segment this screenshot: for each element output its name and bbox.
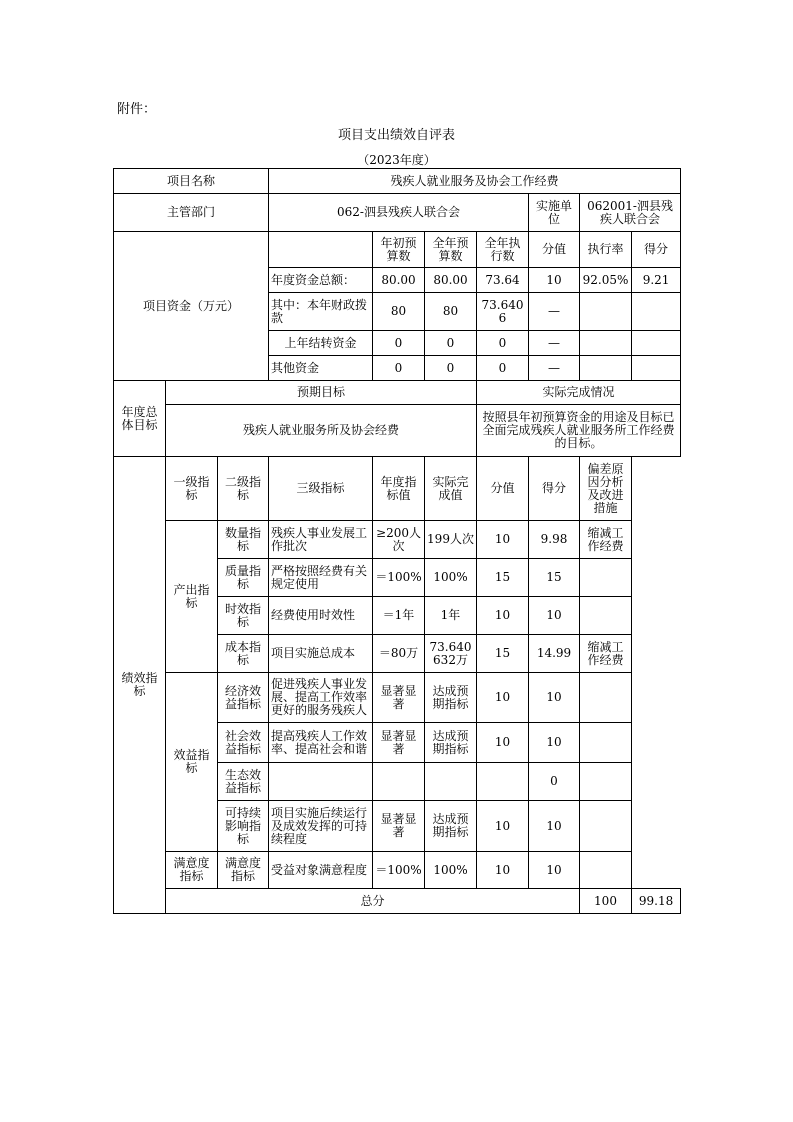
header-deviation-analysis: 偏差原因分析及改进措施 [580, 457, 632, 521]
benefit-indicators-label: 效益指标 [166, 673, 218, 852]
funds-row-executed: 73.6406 [477, 293, 529, 331]
header-level2: 二级指标 [218, 457, 269, 521]
form-title: 项目支出绩效自评表 [337, 128, 455, 143]
funds-row-label: 年度资金总额： [269, 268, 373, 293]
header-annual-target: 年度指标值 [373, 457, 425, 521]
indicator-note [580, 673, 632, 723]
performance-indicators-label: 绩效指标 [114, 457, 166, 914]
funds-row-score: 9.21 [632, 268, 681, 293]
indicator-level3: 项目实施后续运行及成效发挥的可持续程度 [269, 801, 373, 852]
funds-row-score [632, 331, 681, 356]
indicator-points [477, 763, 529, 801]
indicator-score: 10 [529, 597, 580, 635]
funds-label: 项目资金（万元） [114, 232, 269, 381]
annual-goals-label: 年度总体目标 [114, 381, 166, 457]
form-year: （2023年度） [357, 153, 436, 167]
indicator-target: ＝100% [373, 559, 425, 597]
indicator-note: 缩减工作经费 [580, 635, 632, 673]
project-name-row [114, 169, 681, 194]
expected-goals-header: 预期目标 [166, 381, 477, 405]
indicator-points: 15 [477, 635, 529, 673]
indicator-level3: 提高残疾人工作效率、提高社会和谐 [269, 723, 373, 763]
funds-row-rate [580, 331, 632, 356]
indicator-score: 9.98 [529, 521, 580, 559]
indicator-target: ＝100% [373, 852, 425, 889]
indicator-level2: 社会效益指标 [218, 723, 269, 763]
funds-row-initial: 0 [373, 331, 425, 356]
indicator-row [114, 852, 681, 889]
project-name-label: 项目名称 [114, 169, 269, 194]
project-name-value: 残疾人就业服务及协会工作经费 [269, 169, 681, 194]
indicator-note: 缩减工作经费 [580, 521, 632, 559]
indicator-points: 10 [477, 723, 529, 763]
funds-row-label: 上年结转资金 [269, 331, 373, 356]
indicator-header-row [114, 457, 681, 521]
funds-row-label: 其中：本年财政拨款 [269, 293, 373, 331]
indicator-note [580, 559, 632, 597]
indicator-score: 10 [529, 723, 580, 763]
indicator-level3: 严格按照经费有关规定使用 [269, 559, 373, 597]
indicator-target: ＝1年 [373, 597, 425, 635]
total-points: 100 [580, 889, 632, 914]
indicator-target: 显著显著 [373, 801, 425, 852]
indicator-target: 显著显著 [373, 723, 425, 763]
expected-goals-text: 残疾人就业服务所及协会经费 [166, 405, 477, 457]
indicator-target [373, 763, 425, 801]
indicator-level2: 时效指标 [218, 597, 269, 635]
funds-row-rate [580, 356, 632, 381]
indicator-actual: 达成预期指标 [425, 723, 477, 763]
indicator-target: 显著显著 [373, 673, 425, 723]
indicator-score: 10 [529, 852, 580, 889]
funds-header-points: 分值 [529, 232, 580, 268]
goals-content-row [114, 405, 681, 457]
indicator-score: 0 [529, 763, 580, 801]
indicator-actual: 73.640632万 [425, 635, 477, 673]
total-score: 99.18 [632, 889, 681, 914]
funds-row-initial: 80.00 [373, 268, 425, 293]
header-score: 得分 [529, 457, 580, 521]
indicator-actual: 达成预期指标 [425, 801, 477, 852]
indicator-note [580, 852, 632, 889]
header-actual-value: 实际完成值 [425, 457, 477, 521]
indicator-score: 10 [529, 801, 580, 852]
funds-row-score [632, 293, 681, 331]
indicator-level2: 生态效益指标 [218, 763, 269, 801]
indicator-level2: 成本指标 [218, 635, 269, 673]
indicator-actual [425, 763, 477, 801]
indicator-note [580, 597, 632, 635]
indicator-note [580, 723, 632, 763]
funds-row-full: 0 [425, 356, 477, 381]
total-row [114, 889, 681, 914]
funds-row-label: 其他资金 [269, 356, 373, 381]
header-points: 分值 [477, 457, 529, 521]
funds-header-score: 得分 [632, 232, 681, 268]
funds-header-full: 全年预算数 [425, 232, 477, 268]
indicator-level2: 经济效益指标 [218, 673, 269, 723]
funds-row-points: — [529, 356, 580, 381]
indicator-actual: 达成预期指标 [425, 673, 477, 723]
indicator-level3: 受益对象满意程度 [269, 852, 373, 889]
funds-row-full: 80.00 [425, 268, 477, 293]
indicator-score: 15 [529, 559, 580, 597]
header-level3: 三级指标 [269, 457, 373, 521]
performance-self-evaluation-table [113, 168, 681, 914]
funds-row-executed: 0 [477, 331, 529, 356]
indicator-actual: 1年 [425, 597, 477, 635]
indicator-actual: 100% [425, 559, 477, 597]
implementing-unit-label: 实施单位 [529, 194, 580, 232]
indicator-target: ＝80万 [373, 635, 425, 673]
attachment-label: 附件： [117, 102, 157, 117]
funds-header-executed: 全年执行数 [477, 232, 529, 268]
funds-row-points: — [529, 293, 580, 331]
indicator-note [580, 763, 632, 801]
actual-completion-text: 按照县年初预算资金的用途及目标已全面完成残疾人就业服务所工作经费的目标。 [477, 405, 681, 457]
funds-header-initial: 年初预算数 [373, 232, 425, 268]
funds-row-rate [580, 293, 632, 331]
indicator-target: ≥200人次 [373, 521, 425, 559]
satisfaction-indicators-label: 满意度指标 [166, 852, 218, 889]
funds-row-full: 0 [425, 331, 477, 356]
indicator-level3: 残疾人事业发展工作批次 [269, 521, 373, 559]
department-label: 主管部门 [114, 194, 269, 232]
indicator-points: 10 [477, 521, 529, 559]
funds-row-points: 10 [529, 268, 580, 293]
indicator-actual: 199人次 [425, 521, 477, 559]
department-value: 062-泗县残疾人联合会 [269, 194, 529, 232]
funds-header-row [114, 232, 681, 268]
funds-row-executed: 0 [477, 356, 529, 381]
department-row [114, 194, 681, 232]
funds-row-score [632, 356, 681, 381]
funds-row-executed: 73.64 [477, 268, 529, 293]
funds-row-full: 80 [425, 293, 477, 331]
indicator-row [114, 521, 681, 559]
indicator-actual: 100% [425, 852, 477, 889]
indicator-points: 15 [477, 559, 529, 597]
funds-row-initial: 0 [373, 356, 425, 381]
implementing-unit-value: 062001-泗县残疾人联合会 [580, 194, 681, 232]
indicator-level2: 满意度指标 [218, 852, 269, 889]
actual-completion-header: 实际完成情况 [477, 381, 681, 405]
indicator-level3: 经费使用时效性 [269, 597, 373, 635]
indicator-points: 10 [477, 852, 529, 889]
funds-row-initial: 80 [373, 293, 425, 331]
indicator-row [114, 673, 681, 723]
goals-header-row [114, 381, 681, 405]
indicator-level3 [269, 763, 373, 801]
indicator-level2: 数量指标 [218, 521, 269, 559]
indicator-score: 10 [529, 673, 580, 723]
indicator-note [580, 801, 632, 852]
funds-row-points: — [529, 331, 580, 356]
indicator-score: 14.99 [529, 635, 580, 673]
indicator-level3: 促进残疾人事业发展、提高工作效率更好的服务残疾人 [269, 673, 373, 723]
total-label: 总分 [166, 889, 580, 914]
indicator-level2: 质量指标 [218, 559, 269, 597]
funds-header-rate: 执行率 [580, 232, 632, 268]
indicator-level3: 项目实施总成本 [269, 635, 373, 673]
output-indicators-label: 产出指标 [166, 521, 218, 673]
funds-header-blank [269, 232, 373, 268]
indicator-level2: 可持续影响指标 [218, 801, 269, 852]
indicator-points: 10 [477, 673, 529, 723]
funds-row-rate: 92.05% [580, 268, 632, 293]
header-level1: 一级指标 [166, 457, 218, 521]
indicator-points: 10 [477, 801, 529, 852]
indicator-points: 10 [477, 597, 529, 635]
